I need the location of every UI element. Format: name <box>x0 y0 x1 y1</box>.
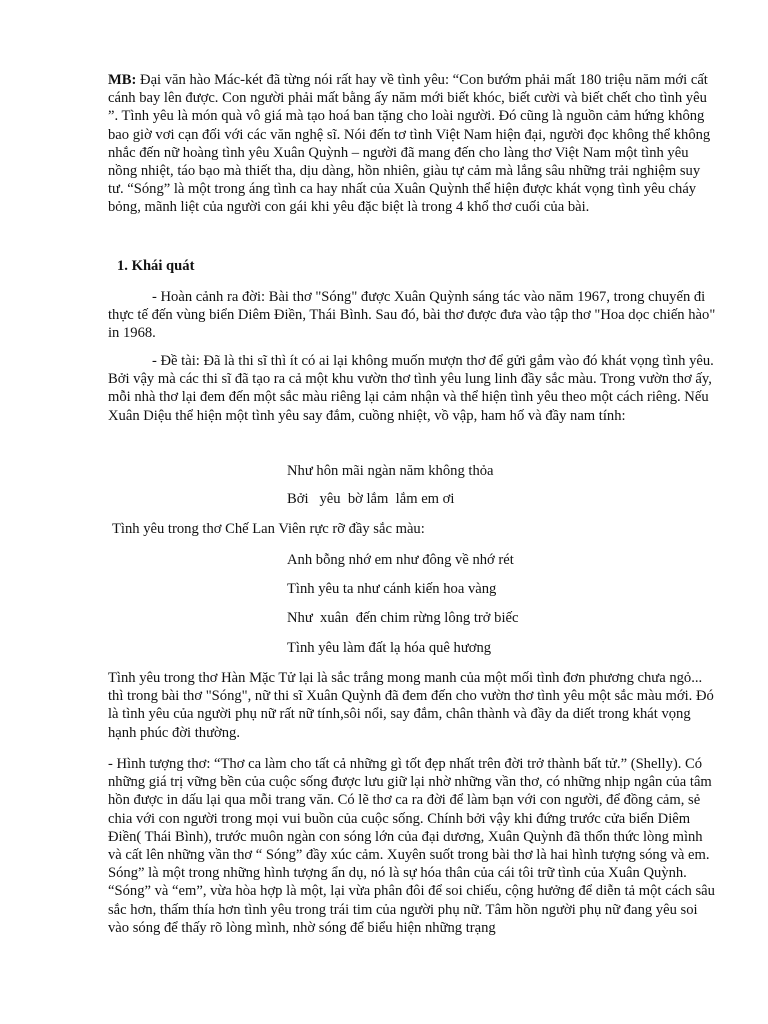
quote-line: Tình yêu ta như cánh kiến hoa vàng <box>287 581 497 597</box>
topic-paragraph: - Đề tài: Đã là thi sĩ thì ít có ai lại không muốn mượn thơ để gửi gắm vào đó khát vọng tình yêu. Bởi vậy mà các thi sĩ đã tạo ra cả một khu vườn thơ tình yêu lung linh đầy sắc màu. Trong vườn thơ ấy, mỗi nhà thơ lại đem đến một sắc màu riêng lại cảm nhận và thể hiện tình yêu theo một cách riêng. Nếu Xuân Diệu thể hiện một tình yêu say đắm, cuồng nhiệt, vồ vập, ham hố và đầy nam tính: <box>108 353 714 424</box>
quote-line: Tình yêu làm đất lạ hóa quê hương <box>287 640 492 656</box>
section-heading: 1. Khái quát <box>117 258 195 274</box>
intro-text: Đại văn hào Mác-két đã từng nói rất hay về tình yêu: “Con bướm phải mất 180 triệu năm mới cất cánh bay lên được. Con người phải mất bằng ấy năm mới biết khóc, biết cười và biết chết cho tình yêu ”. Tình yêu là món quà vô giá mà tạo hoá ban tặng cho loài người. Đó cũng là nguồn cảm hứng không bao giờ vơi cạn đối với các văn nghệ sĩ. Nói đến tơ tình Việt Nam hiện đại, người đọc không thể không nhắc đến nữ hoàng tình yêu Xuân Quỳnh – người đã mang đến cho làng thơ Việt Nam một tình yêu nồng nhiệt, táo bạo mà thiết tha, dịu dàng, hồn nhiên, giàu tự cảm mà lắng sâu những trải nghiệm suy tư. “Sóng” là một trong áng tình ca hay nhất của Xuân Quỳnh thể hiện được khát vọng tình yêu cháy bỏng, mãnh liệt của người con gái khi yêu đặc biệt là trong 4 khổ thơ cuối của bài. <box>108 72 711 216</box>
che-lan-vien-intro: Tình yêu trong thơ Chế Lan Viên rực rỡ đầy sắc màu: <box>112 521 425 537</box>
intro-label: MB: <box>108 72 137 88</box>
quote-line: Anh bỗng nhớ em như đông về nhớ rét <box>287 552 514 568</box>
quote-line: Như xuân đến chim rừng lông trở biếc <box>287 610 519 626</box>
image-paragraph: - Hình tượng thơ: “Thơ ca làm cho tất cả những gì tốt đẹp nhất trên đời trở thành bất tử.” (Shelly). Có những giá trị vững bền của cuộc sống được lưu giữ lại nhờ những vần thơ, có những nhịp ngân của tâm hồn được in dấu lại qua mỗi trang văn. Có lẽ thơ ca ra đời để làm bạn với con người, để đồng cảm, sẻ chia với con người trong mọi vui buồn của cuộc sống. Chính bởi vậy khi đứng trước cửa biển Diêm Điền( Thái Bình), trước muôn ngàn con sóng lớn của đại dương, Xuân Quỳnh đã thổn thức lòng mình và cất lên những vần thơ “ Sóng” đầy xúc cảm. Xuyên suốt trong bài thơ là hai hình tượng sóng và em. Sóng” là một trong những hình tượng ẩn dụ, nó là sự hóa thân của cái tôi trữ tình của Xuân Quỳnh. “Sóng” và “em”, vừa hòa hợp là một, lại vừa phân đôi để soi chiếu, cộng hưởng để diễn tả một cách sâu sắc hơn, thấm thía hơn tình yêu trong trái tim của người phụ nữ. Tâm hồn người phụ nữ đang yêu soi vào sóng để thấy rõ lòng mình, nhờ sóng để biểu hiện những trạng <box>108 756 715 936</box>
quote-line: Như hôn mãi ngàn năm không thỏa <box>287 463 494 479</box>
quote-line: Bởi yêu bờ lắm lắm em ơi <box>287 491 455 507</box>
intro-paragraph <box>108 71 716 217</box>
context-paragraph: - Hoàn cảnh ra đời: Bài thơ "Sóng" được Xuân Quỳnh sáng tác vào năm 1967, trong chuyến đi thực tế đến vùng biển Diêm Điền, Thái Bình. Sau đó, bài thơ được đưa vào tập thơ "Hoa dọc chiến hào" in 1968. <box>108 289 716 342</box>
han-mac-tu-paragraph: Tình yêu trong thơ Hàn Mặc Tử lại là sắc trắng mong manh của một mối tình đơn phương chưa ngỏ... thì trong bài thơ "Sóng", nữ thi sĩ Xuân Quỳnh đã đem đến cho vườn thơ tình yêu một sắc màu mới. Đó là tình yêu của người phụ nữ rất nữ tính,sôi nổi, say đắm, chân thành và đầy da diết trong khát vọng hạnh phúc đời thường. <box>108 670 714 741</box>
